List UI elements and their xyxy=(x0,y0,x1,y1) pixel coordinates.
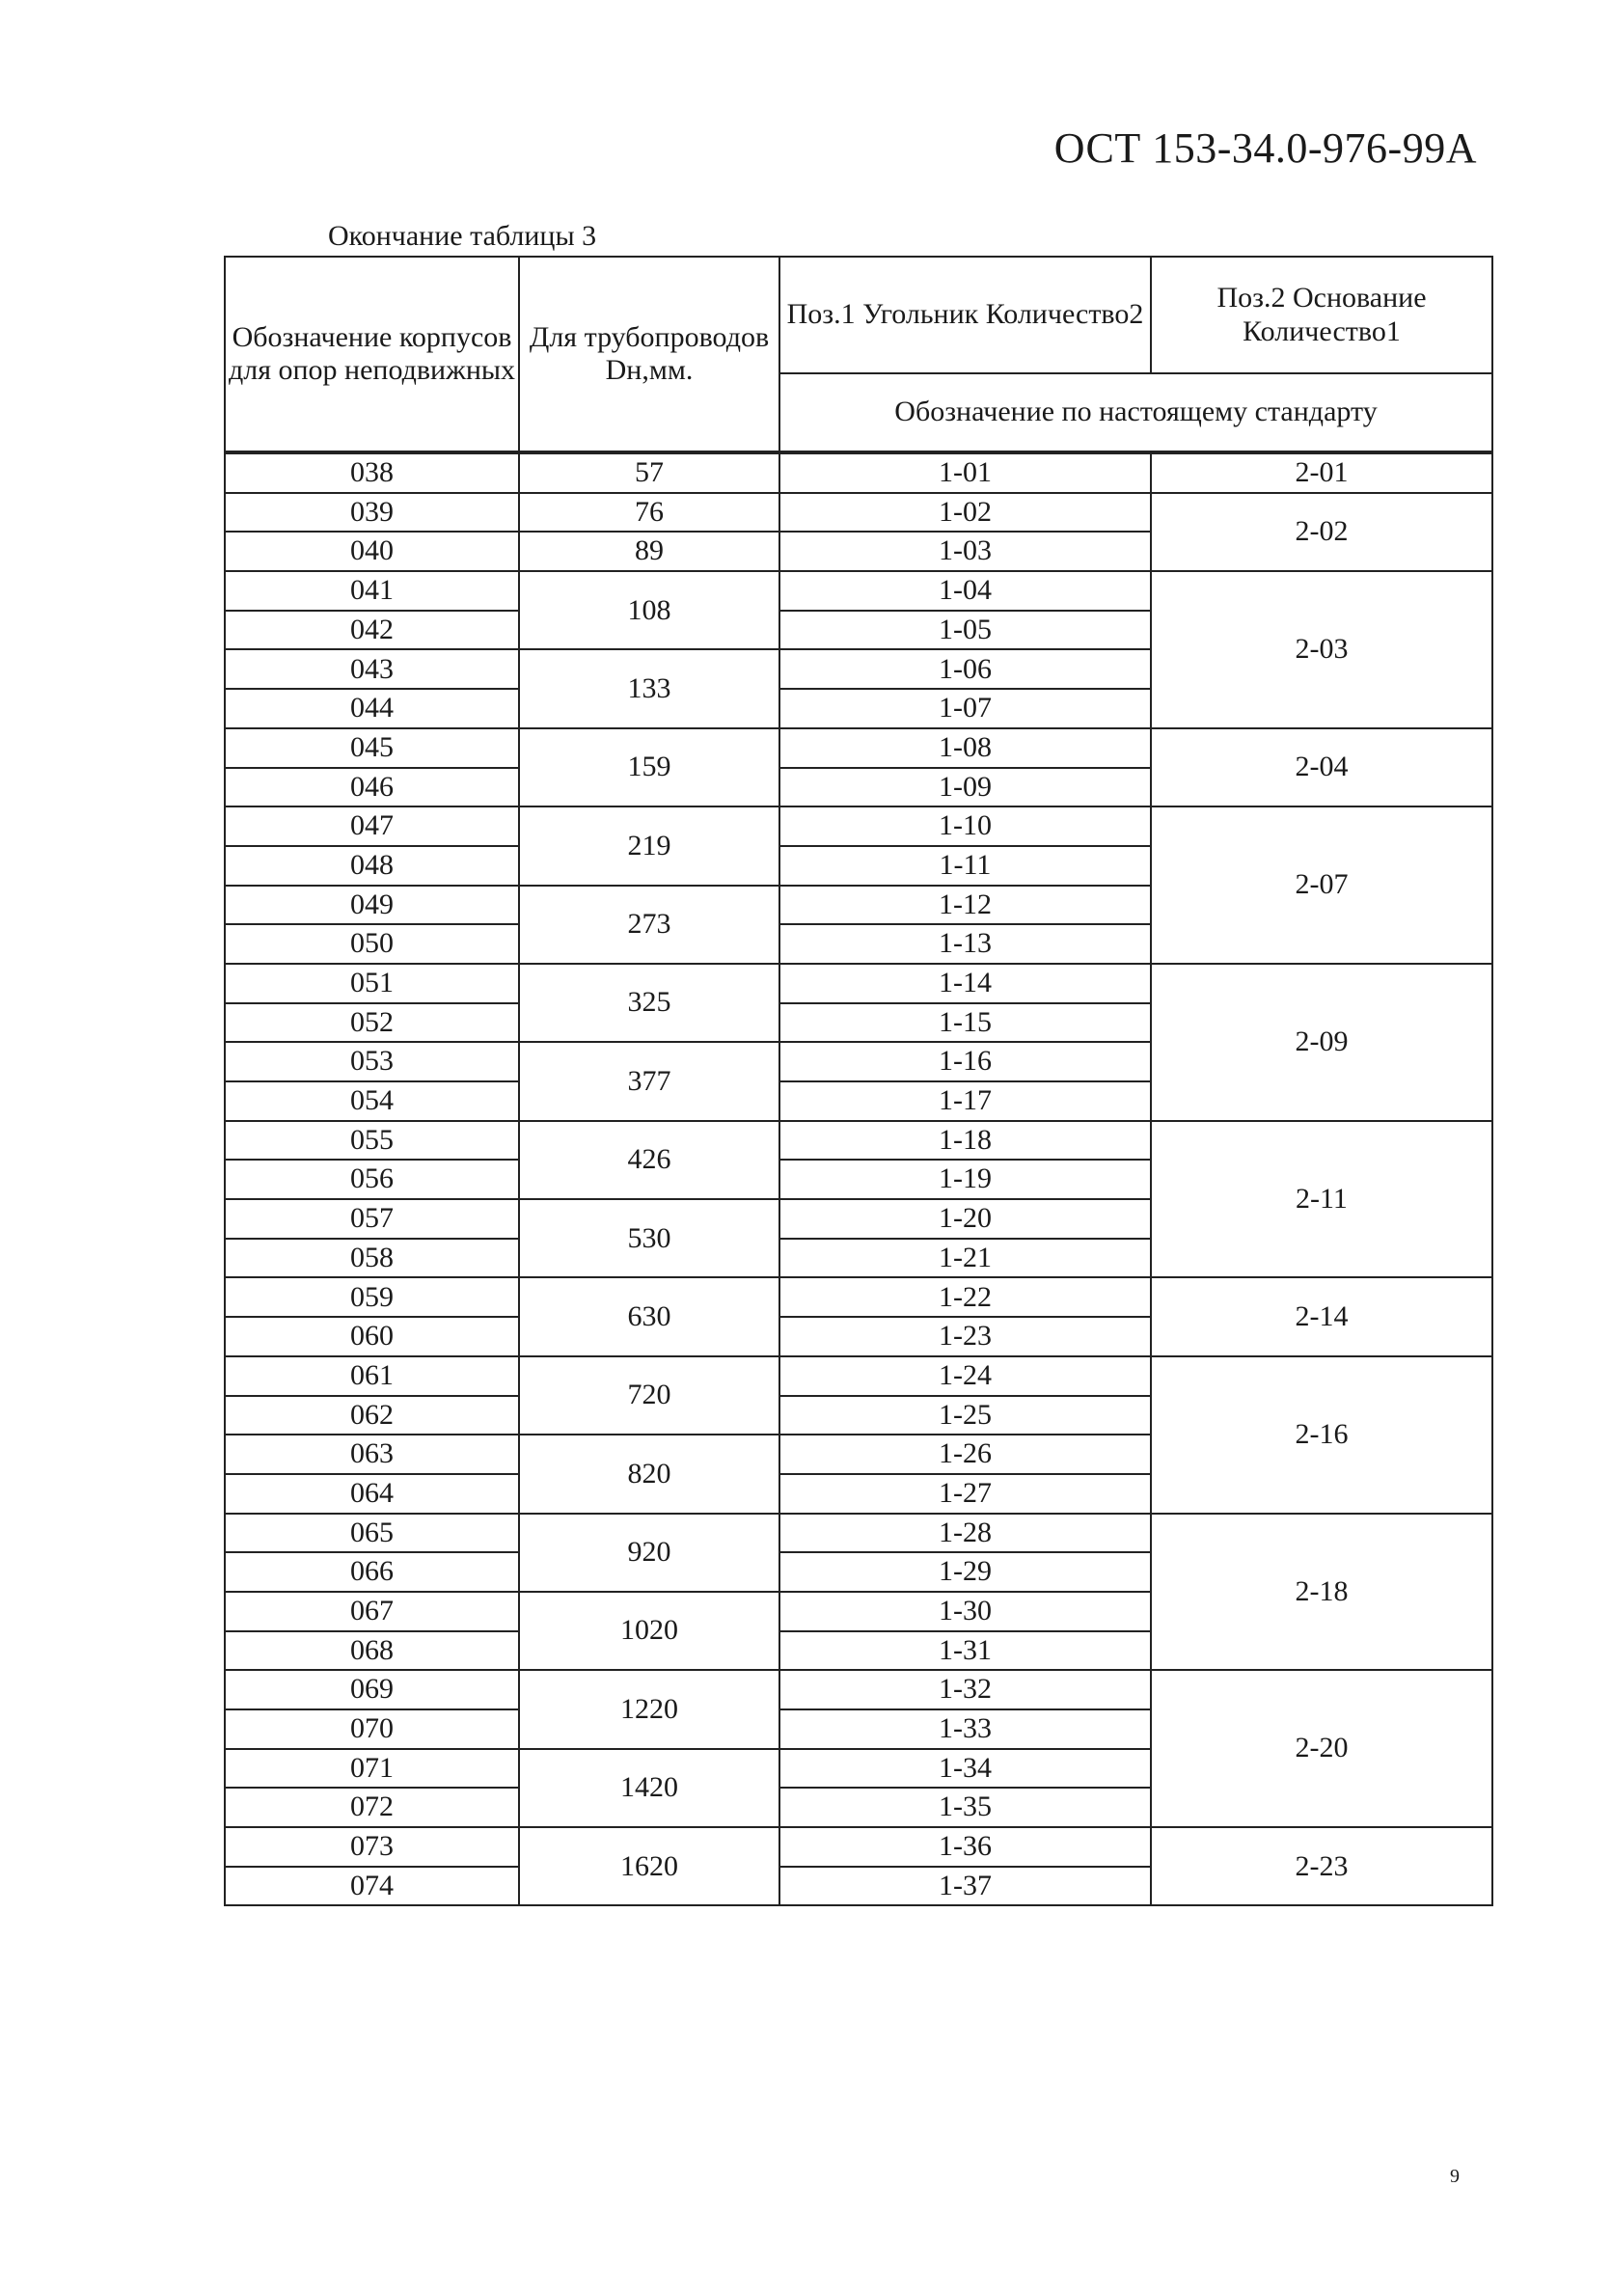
cell-pipeline-diameter: 108 xyxy=(519,571,779,649)
cell-designation: 063 xyxy=(225,1435,519,1474)
cell-pipeline-diameter: 57 xyxy=(519,452,779,493)
cell-pipeline-diameter: 720 xyxy=(519,1356,779,1435)
cell-designation: 044 xyxy=(225,689,519,728)
cell-pipeline-diameter: 325 xyxy=(519,964,779,1042)
cell-pos1: 1-01 xyxy=(779,452,1151,493)
cell-pos1: 1-25 xyxy=(779,1396,1151,1435)
cell-pipeline-diameter: 273 xyxy=(519,886,779,964)
cell-designation: 051 xyxy=(225,964,519,1003)
header-pos2-base: Поз.2 Основание Количество1 xyxy=(1151,257,1492,373)
header-standard-designation: Обозначение по настоящему стандарту xyxy=(779,373,1492,452)
cell-pipeline-diameter: 426 xyxy=(519,1121,779,1199)
table-row xyxy=(225,1514,1492,1553)
cell-pos1: 1-21 xyxy=(779,1239,1151,1278)
cell-designation: 053 xyxy=(225,1042,519,1081)
cell-pos1: 1-27 xyxy=(779,1474,1151,1514)
cell-pipeline-diameter: 89 xyxy=(519,532,779,571)
cell-pipeline-diameter: 1420 xyxy=(519,1749,779,1827)
cell-pos1: 1-06 xyxy=(779,649,1151,689)
table-body xyxy=(225,452,1492,1905)
cell-pos2: 2-07 xyxy=(1151,806,1492,964)
cell-pos2: 2-03 xyxy=(1151,571,1492,728)
cell-pos1: 1-30 xyxy=(779,1592,1151,1631)
specification-table xyxy=(224,256,1493,1906)
cell-pipeline-diameter: 76 xyxy=(519,493,779,533)
cell-pipeline-diameter: 630 xyxy=(519,1277,779,1355)
cell-pos1: 1-19 xyxy=(779,1160,1151,1199)
cell-pipeline-diameter: 133 xyxy=(519,649,779,727)
cell-designation: 071 xyxy=(225,1749,519,1789)
cell-pos1: 1-03 xyxy=(779,532,1151,571)
table-row xyxy=(225,1670,1492,1709)
cell-pos2: 2-20 xyxy=(1151,1670,1492,1827)
cell-designation: 038 xyxy=(225,452,519,493)
table-row xyxy=(225,806,1492,846)
cell-designation: 047 xyxy=(225,806,519,846)
cell-pos1: 1-33 xyxy=(779,1709,1151,1749)
cell-designation: 048 xyxy=(225,846,519,886)
cell-pos1: 1-23 xyxy=(779,1317,1151,1356)
cell-designation: 058 xyxy=(225,1239,519,1278)
cell-pos2: 2-23 xyxy=(1151,1827,1492,1905)
cell-pipeline-diameter: 1220 xyxy=(519,1670,779,1748)
cell-pos1: 1-35 xyxy=(779,1788,1151,1827)
cell-pos1: 1-12 xyxy=(779,886,1151,925)
page-number: 9 xyxy=(1450,2166,1460,2187)
cell-pos2: 2-04 xyxy=(1151,728,1492,806)
cell-pipeline-diameter: 1620 xyxy=(519,1827,779,1905)
table-row xyxy=(225,493,1492,533)
cell-pos1: 1-04 xyxy=(779,571,1151,611)
cell-designation: 057 xyxy=(225,1199,519,1239)
cell-pos2: 2-18 xyxy=(1151,1514,1492,1671)
table-row xyxy=(225,571,1492,611)
cell-designation: 070 xyxy=(225,1709,519,1749)
cell-pos1: 1-18 xyxy=(779,1121,1151,1161)
cell-pipeline-diameter: 219 xyxy=(519,806,779,885)
table-row xyxy=(225,964,1492,1003)
table-row xyxy=(225,452,1492,493)
cell-designation: 060 xyxy=(225,1317,519,1356)
table-row xyxy=(225,1121,1492,1161)
cell-designation: 046 xyxy=(225,768,519,807)
cell-pipeline-diameter: 1020 xyxy=(519,1592,779,1670)
cell-designation: 042 xyxy=(225,611,519,650)
cell-designation: 050 xyxy=(225,924,519,964)
cell-designation: 069 xyxy=(225,1670,519,1709)
cell-designation: 039 xyxy=(225,493,519,533)
cell-pipeline-diameter: 820 xyxy=(519,1435,779,1513)
cell-designation: 073 xyxy=(225,1827,519,1867)
header-pos1-angle: Поз.1 Угольник Количество2 xyxy=(779,257,1151,373)
cell-designation: 045 xyxy=(225,728,519,768)
cell-pipeline-diameter: 920 xyxy=(519,1514,779,1592)
cell-pos1: 1-37 xyxy=(779,1867,1151,1906)
cell-designation: 054 xyxy=(225,1081,519,1121)
cell-designation: 065 xyxy=(225,1514,519,1553)
cell-pos1: 1-05 xyxy=(779,611,1151,650)
cell-designation: 049 xyxy=(225,886,519,925)
table-row xyxy=(225,1277,1492,1317)
cell-designation: 040 xyxy=(225,532,519,571)
document-code: ОСТ 153-34.0-976-99А xyxy=(1053,124,1477,172)
cell-designation: 041 xyxy=(225,571,519,611)
cell-pos1: 1-29 xyxy=(779,1552,1151,1592)
table-row xyxy=(225,1827,1492,1867)
cell-designation: 043 xyxy=(225,649,519,689)
cell-pos1: 1-17 xyxy=(779,1081,1151,1121)
cell-pipeline-diameter: 159 xyxy=(519,728,779,806)
cell-pos1: 1-10 xyxy=(779,806,1151,846)
cell-designation: 064 xyxy=(225,1474,519,1514)
cell-pos1: 1-14 xyxy=(779,964,1151,1003)
cell-pos2: 2-14 xyxy=(1151,1277,1492,1355)
cell-pos1: 1-26 xyxy=(779,1435,1151,1474)
cell-pos1: 1-08 xyxy=(779,728,1151,768)
cell-designation: 055 xyxy=(225,1121,519,1161)
cell-designation: 072 xyxy=(225,1788,519,1827)
cell-pos1: 1-28 xyxy=(779,1514,1151,1553)
cell-pos1: 1-02 xyxy=(779,493,1151,533)
cell-designation: 056 xyxy=(225,1160,519,1199)
cell-pos2: 2-01 xyxy=(1151,452,1492,493)
table-row xyxy=(225,1356,1492,1396)
cell-pos1: 1-24 xyxy=(779,1356,1151,1396)
cell-pos2: 2-16 xyxy=(1151,1356,1492,1514)
cell-pos1: 1-13 xyxy=(779,924,1151,964)
cell-pos1: 1-36 xyxy=(779,1827,1151,1867)
cell-pos1: 1-32 xyxy=(779,1670,1151,1709)
cell-designation: 059 xyxy=(225,1277,519,1317)
cell-pos1: 1-15 xyxy=(779,1003,1151,1043)
header-pipeline-diameter: Для трубопроводов Dн,мм. xyxy=(519,257,779,452)
cell-pos1: 1-07 xyxy=(779,689,1151,728)
table-caption: Окончание таблицы 3 xyxy=(328,220,597,252)
cell-pos1: 1-09 xyxy=(779,768,1151,807)
cell-pipeline-diameter: 377 xyxy=(519,1042,779,1120)
cell-designation: 061 xyxy=(225,1356,519,1396)
cell-designation: 068 xyxy=(225,1631,519,1671)
cell-pos1: 1-22 xyxy=(779,1277,1151,1317)
cell-designation: 066 xyxy=(225,1552,519,1592)
header-designation: Обозначение корпусов для опор неподвижных xyxy=(225,257,519,452)
cell-pipeline-diameter: 530 xyxy=(519,1199,779,1277)
cell-designation: 067 xyxy=(225,1592,519,1631)
cell-designation: 062 xyxy=(225,1396,519,1435)
cell-designation: 052 xyxy=(225,1003,519,1043)
cell-pos1: 1-20 xyxy=(779,1199,1151,1239)
cell-designation: 074 xyxy=(225,1867,519,1906)
table-row xyxy=(225,728,1492,768)
cell-pos2: 2-02 xyxy=(1151,493,1492,571)
cell-pos1: 1-31 xyxy=(779,1631,1151,1671)
cell-pos2: 2-11 xyxy=(1151,1121,1492,1278)
cell-pos1: 1-34 xyxy=(779,1749,1151,1789)
cell-pos1: 1-11 xyxy=(779,846,1151,886)
cell-pos1: 1-16 xyxy=(779,1042,1151,1081)
cell-pos2: 2-09 xyxy=(1151,964,1492,1121)
